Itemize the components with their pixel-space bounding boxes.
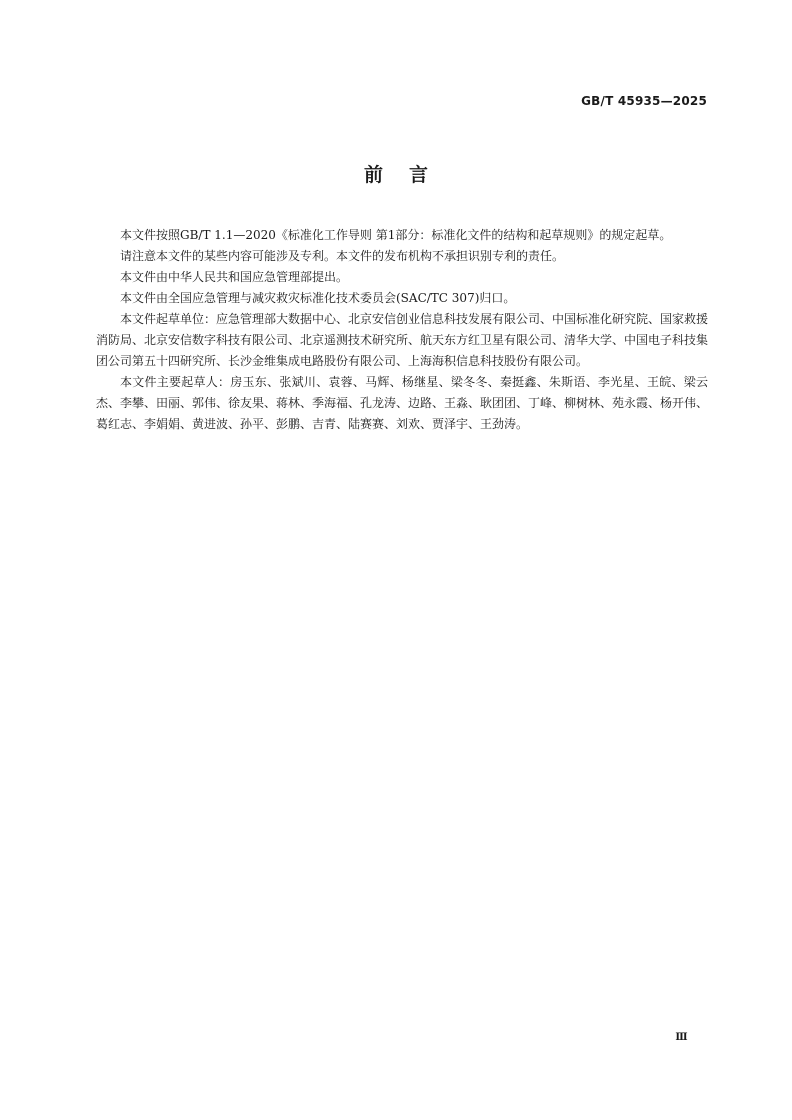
paragraph-proposer: 本文件由中华人民共和国应急管理部提出。 — [120, 270, 349, 284]
paragraph-technical-committee: 本文件由全国应急管理与减灾救灾标准化技术委员会(SAC/TC 307)归口。 — [120, 291, 516, 305]
paragraph-main-drafters: 本文件主要起草人：房玉东、张斌川、袁蓉、马辉、杨继星、梁冬冬、秦挺鑫、朱斯语、李光星、王皖、梁云杰、李攀、田丽、郭伟、徐友果、蒋林、季海福、孔龙涛、边路、王淼、耿团团、丁峰、柳树林、苑永霞、杨开伟、葛红志、李娟娟、黄进波、孙平、彭鹏、吉青、陆赛赛、刘欢、贾泽宇、王劲涛。 — [96, 375, 709, 431]
paragraph-drafting-rules: 本文件按照GB/T 1.1—2020《标准化工作导则 第1部分：标准化文件的结构和起草规则》的规定起草。 — [120, 228, 672, 242]
paragraph-drafting-organizations: 本文件起草单位：应急管理部大数据中心、北京安信创业信息科技发展有限公司、中国标准化研究院、国家救援消防局、北京安信数字科技有限公司、北京遥测技术研究所、航天东方红卫星有限公司、清华大学、中国电子科技集团公司第五十四研究所、长沙金维集成电路股份有限公司、上海海积信息科技股份有限公司。 — [96, 312, 709, 368]
page-title: 前言 — [363, 164, 454, 186]
standard-code: GB/T 45935—2025 — [581, 94, 707, 108]
foreword-body — [96, 225, 708, 435]
paragraph-patent-notice: 请注意本文件的某些内容可能涉及专利。本文件的发布机构不承担识别专利的责任。 — [120, 249, 565, 263]
page-number: Ⅲ — [675, 1032, 687, 1043]
